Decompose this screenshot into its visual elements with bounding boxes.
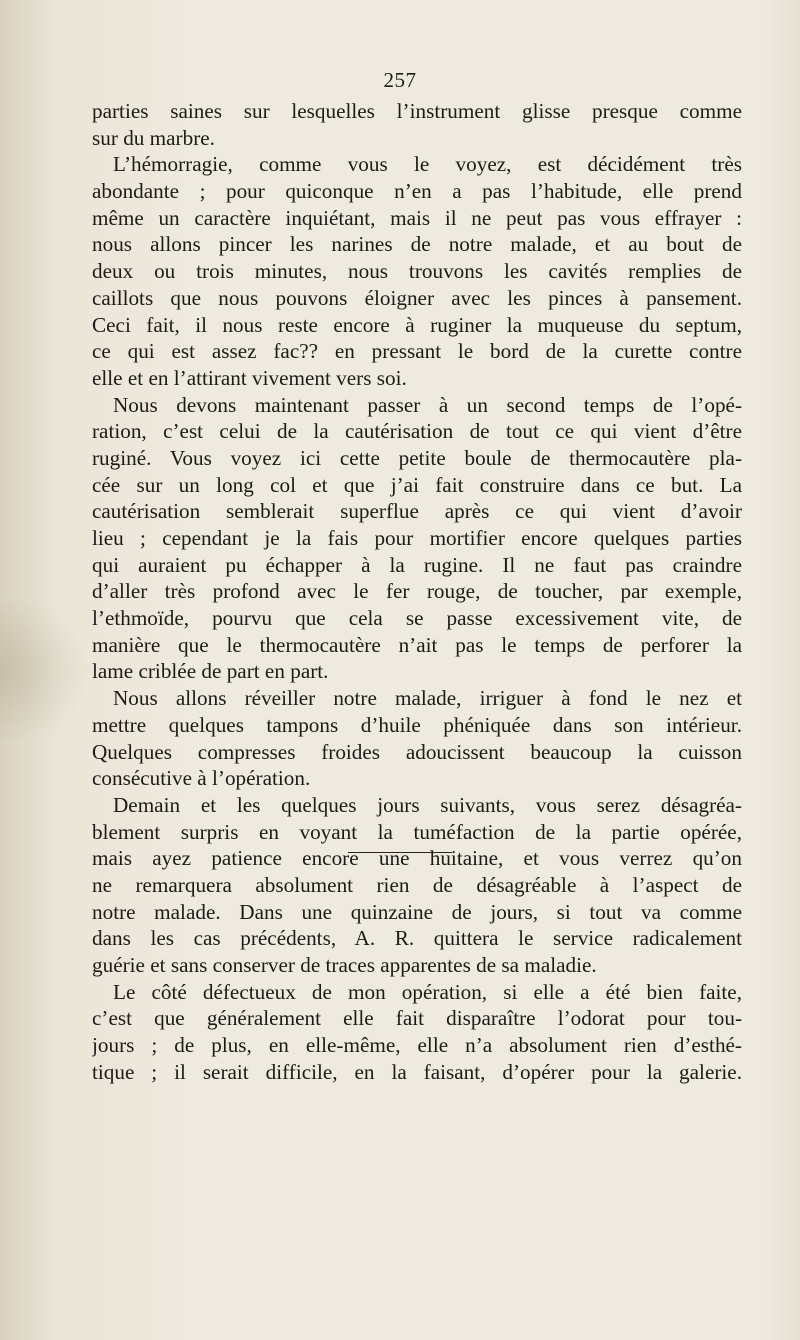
text-line: ration, c’est celui de la cautérisation de tout ce qui vient d’être — [92, 419, 742, 444]
text-line: lame criblée de part en part. — [92, 659, 329, 684]
text-line: Ceci fait, il nous reste encore à ruginer la muqueuse du septum, — [92, 312, 742, 337]
text-line: cautérisation semblerait superflue après ce qui vient d’avoir — [92, 499, 742, 524]
text-line: même un caractère inquiétant, mais il ne peut pas vous effrayer : — [92, 205, 742, 230]
text-line: deux ou trois minutes, nous trouvons les cavités remplies de — [92, 259, 742, 284]
text-line: Quelques compresses froides adoucissent beaucoup la cuisson — [92, 739, 742, 764]
text-line: cée sur un long col et que j’ai fait construire dans ce but. La — [92, 472, 742, 497]
text-line: guérie et sans conserver de traces apparentes de sa maladie. — [92, 953, 597, 977]
text-line: notre malade. Dans une quinzaine de jours, si tout va comme — [92, 899, 742, 924]
text-line: Demain et les quelques jours suivants, vous serez désagréa- — [113, 792, 742, 817]
text-line: consécutive à l’opération. — [92, 766, 311, 791]
text-line: blement surpris en voyant la tuméfaction de la partie opérée, — [92, 819, 742, 844]
text-line: jours ; de plus, en elle-même, elle n’a absolument rien d’esthé- — [92, 1033, 742, 1058]
text-line: l’ethmoïde, pourvu que cela se passe excessivement vite, de — [92, 606, 742, 631]
text-line: ruginé. Vous voyez ici cette petite boule de thermocautère pla- — [92, 445, 742, 470]
text-line: manière que le thermocautère n’ait pas le temps de perforer la — [92, 632, 742, 657]
text-line: parties saines sur lesquelles l’instrument glisse presque comme — [92, 99, 742, 123]
text-line: qui auraient pu échapper à la rugine. Il ne faut pas craindre — [92, 552, 742, 577]
text-line: d’aller très profond avec le fer rouge, de toucher, par exemple, — [92, 579, 742, 604]
body-text — [92, 98, 742, 1085]
text-line: lieu ; cependant je la fais pour mortifier encore quelques parties — [92, 526, 742, 550]
text-line: ne remarquera absolument rien de désagréable à l’aspect de — [92, 872, 742, 897]
text-line: c’est que généralement elle fait disparaître l’odorat pour tou- — [92, 1006, 742, 1031]
text-line: dans les cas précédents, A. R. quittera le service radicalement — [92, 926, 742, 951]
text-line: nous allons pincer les narines de notre malade, et au bout de — [92, 232, 742, 257]
page-number: 257 — [383, 68, 417, 92]
text-line: Nous devons maintenant passer à un second temps de l’opé- — [113, 392, 742, 417]
text-line: Nous allons réveiller notre malade, irriguer à fond le nez et — [113, 686, 742, 711]
text-line: ce qui est assez fac?? en pressant le bord de la curette contre — [92, 339, 742, 364]
section-end-rule — [348, 852, 452, 853]
text-line: Le côté défectueux de mon opération, si elle a été bien faite, — [113, 979, 742, 1004]
text-line: abondante ; pour quiconque n’en a pas l’habitude, elle prend — [92, 179, 742, 204]
text-line: tique ; il serait difficile, en la faisant, d’opérer pour la galerie. — [92, 1059, 742, 1084]
text-line: L’hémorragie, comme vous le voyez, est décidément très — [113, 152, 742, 177]
text-line: caillots que nous pouvons éloigner avec les pinces à pansement. — [92, 285, 742, 310]
text-line: mais ayez patience encore une huitaine, et vous verrez qu’on — [92, 846, 742, 871]
text-line: mettre quelques tampons d’huile phéniquée dans son intérieur. — [92, 712, 742, 737]
text-line: elle et en l’attirant vivement vers soi. — [92, 365, 407, 390]
text-line: sur du marbre. — [92, 125, 215, 150]
